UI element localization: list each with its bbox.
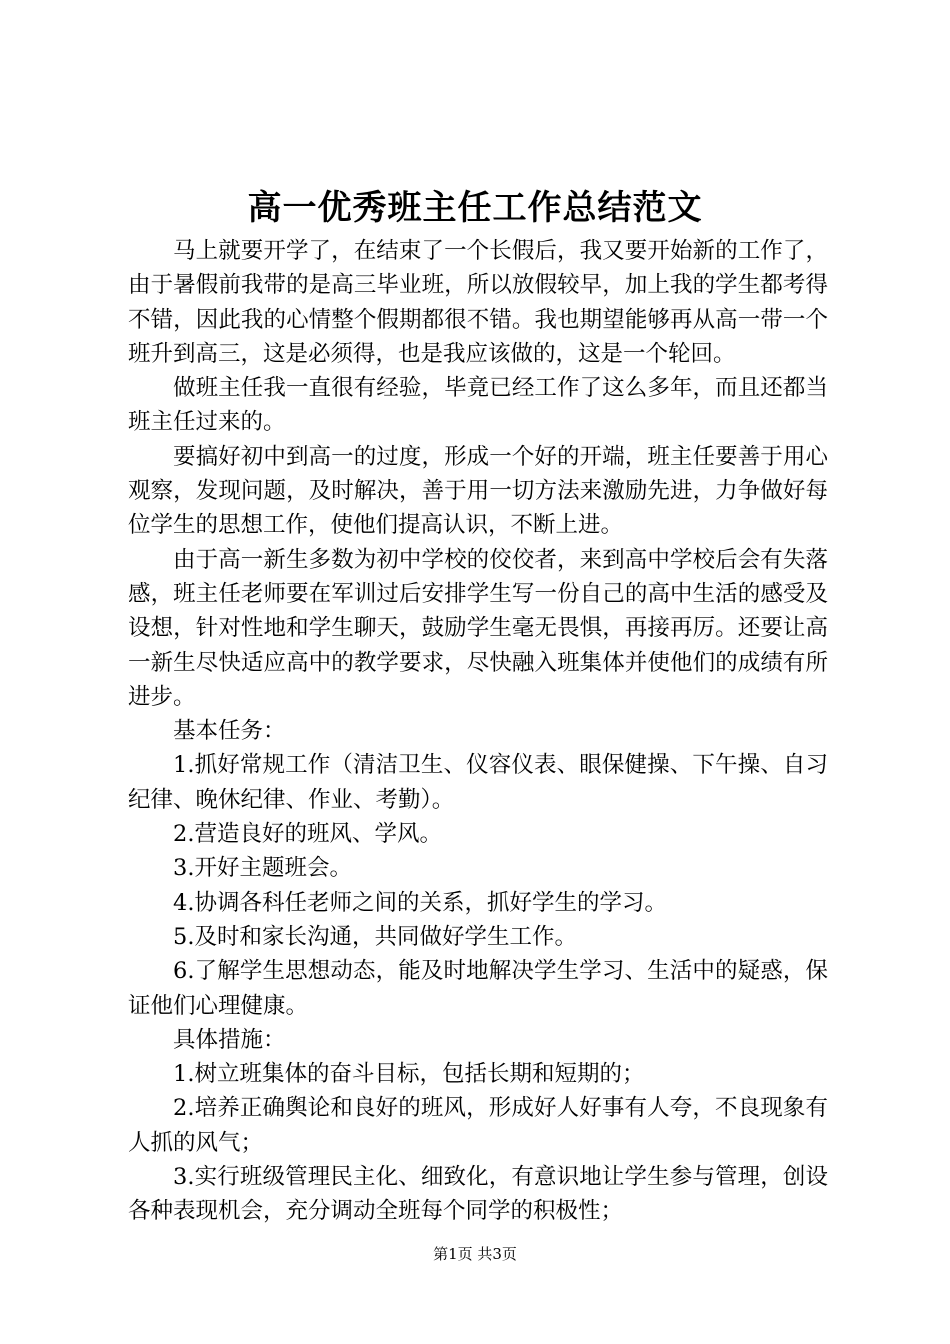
paragraph: 由于高一新生多数为初中学校的佼佼者，来到高中学校后会有失落感，班主任老师要在军训过后安排学生写一份自己的高中生活的感受及设想，针对性地和学生聊天，鼓励学生毫无畏惧，再接再厉。还要让高一新生尽快适应高中的教学要求，尽快融入班集体并使他们的成绩有所进步。 — [128, 546, 828, 710]
section-heading: 基本任务： — [173, 718, 286, 745]
list-item: 6.了解学生思想动态，能及时地解决学生学习、生活中的疑惑，保证他们心理健康。 — [128, 958, 828, 1019]
list-item: 1.抓好常规工作（清洁卫生、仪容仪表、眼保健操、下午操、自习纪律、晚休纪律、作业、考勤）。 — [128, 752, 828, 813]
list-item: 5.及时和家长沟通，共同做好学生工作。 — [173, 923, 577, 950]
document-title: 高一优秀班主任工作总结范文 — [247, 188, 703, 228]
list-item: 2.培养正确舆论和良好的班风，形成好人好事有人夸，不良现象有人抓的风气； — [128, 1095, 828, 1156]
page-footer: 第1页 共3页 — [433, 1245, 517, 1263]
section-heading: 具体措施： — [173, 1026, 286, 1053]
list-item: 3.实行班级管理民主化、细致化，有意识地让学生参与管理，创设各种表现机会，充分调动全班每个同学的积极性； — [128, 1164, 828, 1225]
paragraph: 做班主任我一直很有经验，毕竟已经工作了这么多年，而且还都当班主任过来的。 — [128, 375, 828, 436]
list-item: 3.开好主题班会。 — [173, 855, 352, 882]
document-body — [128, 234, 828, 1229]
paragraph: 马上就要开学了，在结束了一个长假后，我又要开始新的工作了，由于暑假前我带的是高三毕业班，所以放假较早，加上我的学生都考得不错，因此我的心情整个假期都很不错。我也期望能够再从高一带一个班升到高三，这是必须得，也是我应该做的，这是一个轮回。 — [128, 238, 828, 367]
paragraph: 要搞好初中到高一的过度，形成一个好的开端，班主任要善于用心观察，发现问题，及时解决，善于用一切方法来激励先进，力争做好每位学生的思想工作，使他们提高认识，不断上进。 — [128, 443, 828, 539]
list-item: 1.树立班集体的奋斗目标，包括长期和短期的； — [173, 1061, 645, 1088]
list-item: 2.营造良好的班风、学风。 — [173, 821, 442, 848]
list-item: 4.协调各科任老师之间的关系，抓好学生的学习。 — [173, 889, 667, 916]
